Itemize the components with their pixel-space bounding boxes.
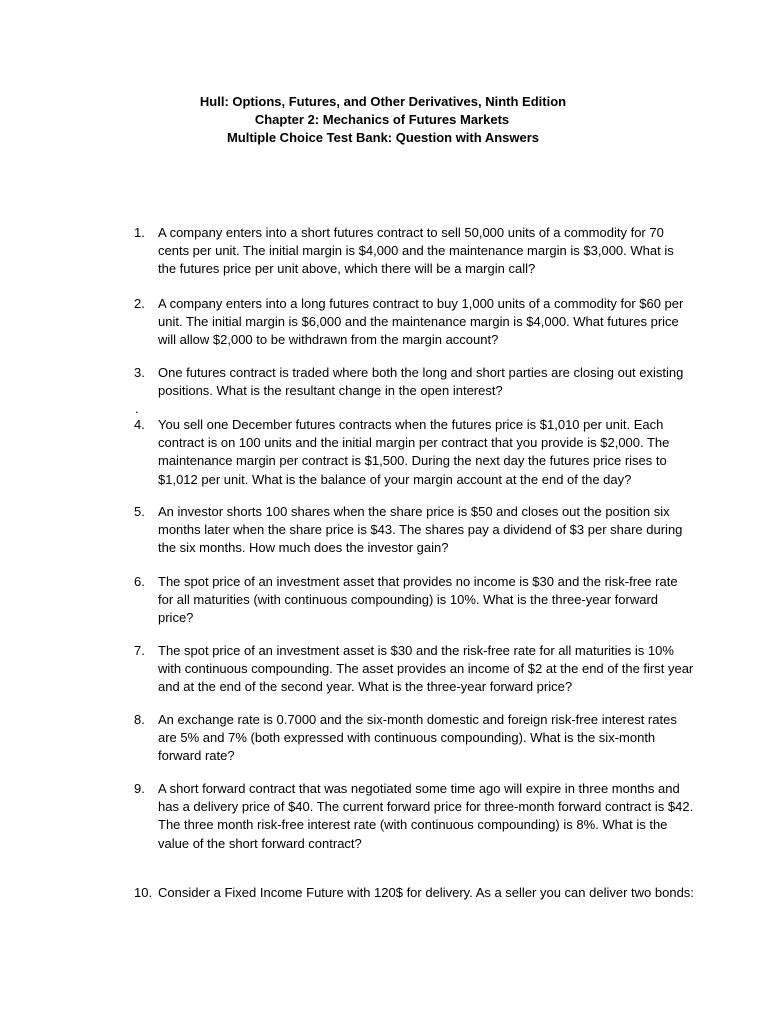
question-number: 5.	[134, 504, 145, 519]
question-text: You sell one December futures contracts when the futures price is $1,010 per unit. Each contract is on 100 units and the initial margin per contract that you provide is $2,000. The maintenance margin per contract is $1,500. During the next day the futures price rises to $1,012 per unit. What is the balance of your margin account at the end of the day?	[158, 417, 670, 487]
question-7	[134, 642, 694, 697]
question-10	[134, 884, 694, 902]
question-number: 10.	[134, 885, 153, 900]
question-number: 2.	[134, 296, 145, 311]
test-bank-title: Multiple Choice Test Bank: Question with Answers	[226, 130, 540, 145]
question-9	[134, 780, 694, 853]
question-4	[134, 416, 694, 489]
question-text: One futures contract is traded where both the long and short parties are closing out existing positions. What is the resultant change in the open interest?	[158, 365, 684, 399]
question-text: A short forward contract that was negotiated some time ago will expire in three months and has a delivery price of $40. The current forward price for three-month forward contract is $42. The three month risk-free interest rate (with continuous compounding) is 8%. What is the value of the short forward contract?	[158, 781, 694, 851]
question-number: 1.	[134, 225, 145, 240]
question-number: 6.	[134, 574, 145, 589]
book-title: Hull: Options, Futures, and Other Derivatives, Ninth Edition	[199, 94, 567, 109]
question-5	[134, 503, 694, 558]
question-number: 4.	[134, 417, 145, 432]
question-text: An exchange rate is 0.7000 and the six-month domestic and foreign risk-free interest rates are 5% and 7% (both expressed with continuous compounding). What is the six-month forward rate?	[158, 712, 677, 764]
question-text: A company enters into a long futures contract to buy 1,000 units of a commodity for $60 per unit. The initial margin is $6,000 and the maintenance margin is $4,000. What futures price will allow $2,000 to be withdrawn from the margin account?	[158, 296, 684, 348]
document-header	[0, 93, 768, 147]
question-text: The spot price of an investment asset is $30 and the risk-free rate for all maturities is 10% with continuous compounding. The asset provides an income of $2 at the end of the first year and at the end of the second year. What is the three-year forward price?	[158, 643, 694, 695]
question-6	[134, 573, 694, 628]
chapter-title: Chapter 2: Mechanics of Futures Markets	[254, 112, 510, 127]
question-number: 7.	[134, 643, 145, 658]
question-text: Consider a Fixed Income Future with 120$ for delivery. As a seller you can deliver two bonds:	[158, 885, 694, 900]
question-1	[134, 224, 694, 279]
stray-mark: .	[135, 401, 139, 416]
question-text: A company enters into a short futures contract to sell 50,000 units of a commodity for 70 cents per unit. The initial margin is $4,000 and the maintenance margin is $3,000. What is the futures price per unit above, which there will be a margin call?	[158, 225, 674, 277]
question-number: 3.	[134, 365, 145, 380]
question-3	[134, 364, 694, 400]
question-text: The spot price of an investment asset that provides no income is $30 and the risk-free rate for all maturities (with continuous compounding) is 10%. What is the three-year forward price?	[158, 574, 678, 626]
question-8	[134, 711, 694, 766]
question-number: 9.	[134, 781, 145, 796]
question-2	[134, 295, 694, 350]
question-number: 8.	[134, 712, 145, 727]
question-text: An investor shorts 100 shares when the share price is $50 and closes out the position six months later when the share price is $43. The shares pay a dividend of $3 per share during the six months. How much does the investor gain?	[158, 504, 683, 556]
